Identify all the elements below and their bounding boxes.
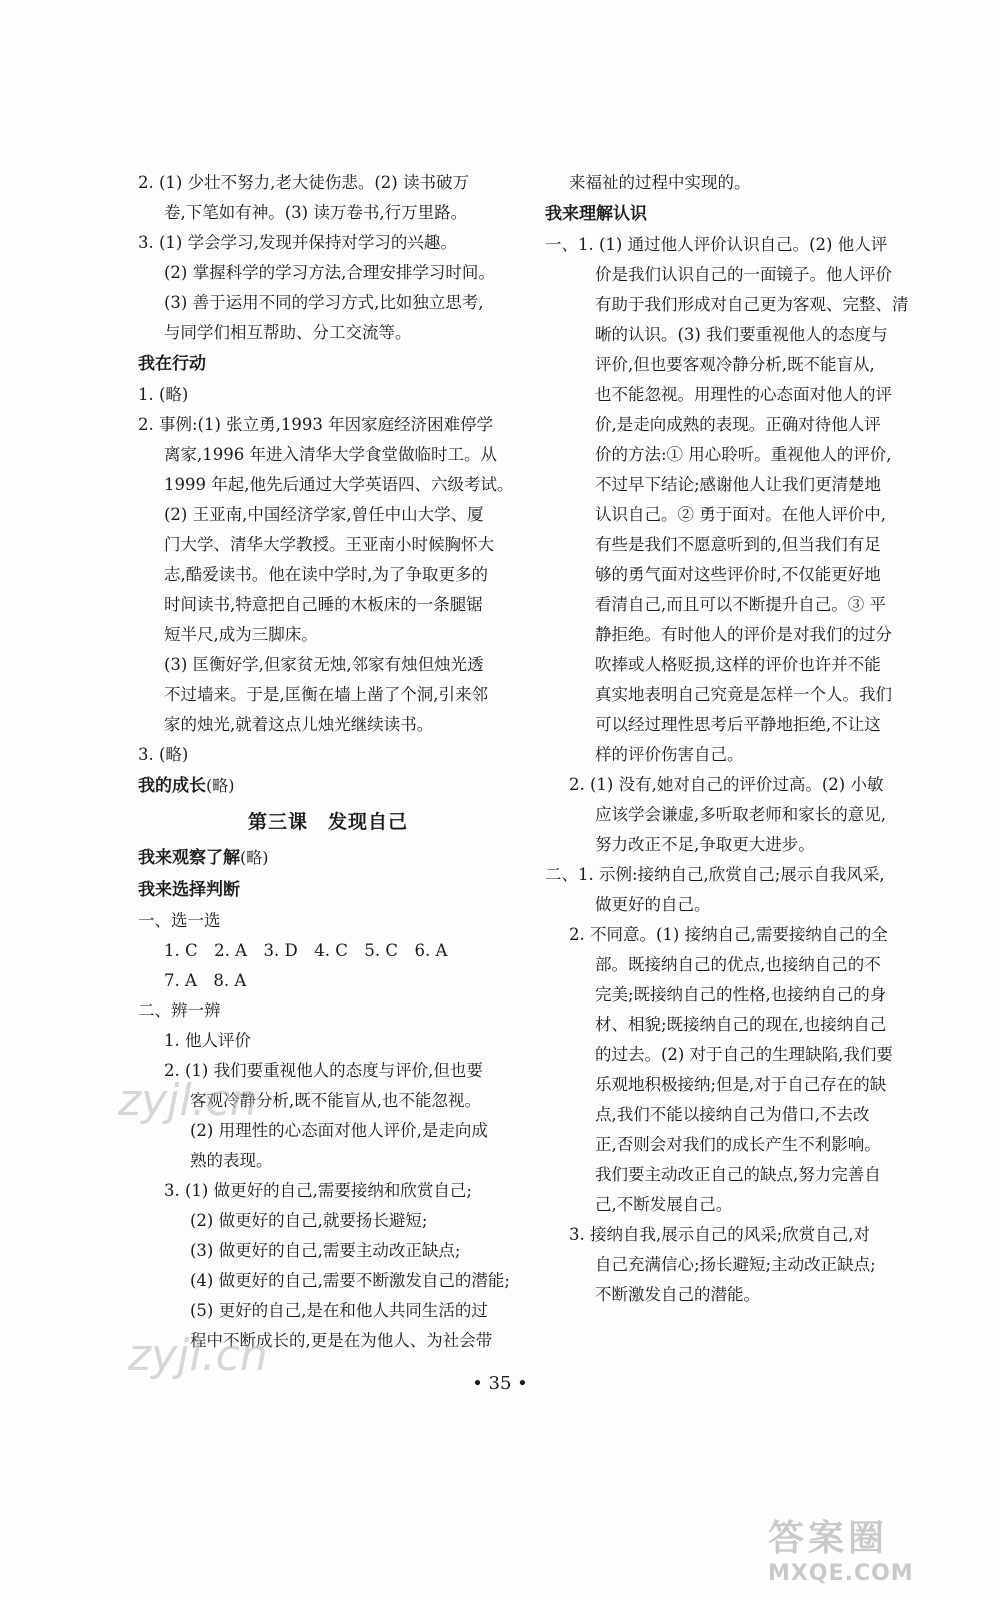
text-line: 志,酷爱读书。他在读中学时,为了争取更多的 — [164, 565, 488, 584]
section-heading — [138, 348, 518, 380]
text-line: 短半尺,成为三脚床。 — [164, 625, 318, 644]
left-column — [138, 168, 518, 1356]
text-line: 一、1. (1) 通过他人评价认识自己。(2) 他人评 — [545, 235, 888, 254]
section-heading — [138, 770, 518, 802]
text-line: 2. 不同意。(1) 接纳自己,需要接纳自己的全 — [569, 925, 888, 944]
text-line: 看清自己,而且可以不断提升自己。③ 平 — [595, 595, 886, 614]
text-line: 来福祉的过程中实现的。 — [569, 173, 751, 192]
text-line: 与同学们相互帮助、分工交流等。 — [164, 323, 412, 342]
text-line: 2. 事例:(1) 张立勇,1993 年因家庭经济困难停学 — [138, 415, 494, 434]
text-line: 完美;既接纳自己的性格,也接纳自己的身 — [595, 985, 887, 1004]
text-line: 2. (1) 没有,她对自己的评价过高。(2) 小敏 — [569, 775, 884, 794]
section-heading-text: 我来观察了解 — [138, 848, 240, 868]
right-column — [545, 168, 960, 1310]
text-line: 2. (1) 少壮不努力,老大徒伤悲。(2) 读书破万 — [138, 173, 469, 192]
text-line: 价是我们认识自己的一面镜子。他人评价 — [595, 265, 892, 284]
text-line: 有些是我们不愿意听到的,但当我们有足 — [595, 535, 881, 554]
section-heading — [545, 198, 960, 230]
text-line: (3) 匡衡好学,但家贫无烛,邻家有烛但烛光透 — [164, 655, 484, 674]
text-line: (5) 更好的自己,是在和他人共同生活的过 — [190, 1301, 488, 1320]
text-line: 己,不断发展自己。 — [595, 1195, 733, 1214]
section-heading-text: 我在行动 — [138, 354, 206, 374]
watermark-low: zyjl.cn — [128, 1330, 268, 1381]
watermark-url: MXQE.COM — [768, 1561, 914, 1586]
text-line: 门大学、清华大学教授。王亚南小时候胸怀大 — [164, 535, 494, 554]
text-line: 一、选一选 — [138, 911, 221, 930]
text-line: 部。既接纳自己的优点,也接纳自己的不 — [595, 955, 881, 974]
text-line: 3. (1) 做更好的自己,需要接纳和欣赏自己; — [164, 1181, 472, 1200]
text-line: 家的烛光,就着这点儿烛光继续读书。 — [164, 715, 434, 734]
text-line: 3. 接纳自我,展示自己的风采;欣赏自己,对 — [569, 1225, 871, 1244]
text-line: 评价,但也要客观冷静分析,既不能盲从, — [595, 355, 875, 374]
text-line: 有助于我们形成对自己更为客观、完整、清 — [595, 295, 909, 314]
text-line: (2) 做更好的自己,就要扬长避短; — [190, 1211, 428, 1230]
text-line: 不过墙来。于是,匡衡在墙上凿了个洞,引来邻 — [164, 685, 488, 704]
text-line: 吹捧或人格贬损,这样的评价也许并不能 — [595, 655, 881, 674]
text-line: 静拒绝。有时他人的评价是对我们的过分 — [595, 625, 892, 644]
text-line: 熟的表现。 — [190, 1151, 273, 1170]
text-line: 晰的认识。(3) 我们要重视他人的态度与 — [595, 325, 888, 344]
text-line: 自己充满信心;扬长避短;主动改正缺点; — [595, 1255, 876, 1274]
text-line: 2. (1) 我们要重视他人的态度与评价,但也要 — [164, 1061, 483, 1080]
text-line: 3. (1) 学会学习,发现并保持对学习的兴趣。 — [138, 233, 457, 252]
text-line: 1999 年起,他先后通过大学英语四、六级考试。 — [164, 475, 514, 494]
text-line: 点,我们不能以接纳自己为借口,不去改 — [595, 1105, 870, 1124]
text-line: (3) 做更好的自己,需要主动改正缺点; — [190, 1241, 461, 1260]
text-line: 够的勇气面对这些评价时,不仅能更好地 — [595, 565, 881, 584]
text-line: 时间读书,特意把自己睡的木板床的一条腿锯 — [164, 595, 483, 614]
text-line: 做更好的自己。 — [595, 895, 711, 914]
text-line: 也不能忽视。用理性的心态面对他人的评 — [595, 385, 892, 404]
text-line: 乐观地积极接纳;但是,对于自己存在的缺 — [595, 1075, 887, 1094]
text-line: 7. A 8. A — [164, 971, 247, 990]
text-line: 离家,1996 年进入清华大学食堂做临时工。从 — [164, 445, 497, 464]
text-line: 的过去。(2) 对于自己的生理缺陷,我们要 — [595, 1045, 893, 1064]
text-line: 认识自己。② 勇于面对。在他人评价中, — [595, 505, 886, 524]
text-line: 我们要主动改正自己的缺点,努力完善自 — [595, 1165, 881, 1184]
text-line: 1. (略) — [138, 385, 189, 404]
section-heading-note: (略) — [206, 776, 235, 795]
text-line: 二、1. 示例:接纳自己,欣赏自己;展示自我风采, — [545, 865, 885, 884]
text-line: (2) 掌握科学的学习方法,合理安排学习时间。 — [164, 263, 495, 282]
text-line: 不过早下结论;感谢他人让我们更清楚地 — [595, 475, 882, 494]
text-line: 真实地表明自己究竟是怎样一个人。我们 — [595, 685, 892, 704]
page-number: • 35 • — [472, 1373, 528, 1394]
section-heading-note: (略) — [240, 848, 269, 867]
text-line: 二、辨一辨 — [138, 1001, 221, 1020]
text-line: 1. 他人评价 — [164, 1031, 251, 1050]
text-line: 价的方法:① 用心聆听。重视他人的评价, — [595, 445, 892, 464]
text-line: 客观冷静分析,既不能盲从,也不能忽视。 — [190, 1091, 481, 1110]
text-line: 不断激发自己的潜能。 — [595, 1285, 760, 1304]
text-line: 3. (略) — [138, 745, 189, 764]
section-heading-text: 我来选择判断 — [138, 880, 240, 900]
watermark-logo — [768, 1510, 968, 1586]
text-line: 卷,下笔如有神。(3) 读万卷书,行万里路。 — [164, 203, 468, 222]
lesson-title: 第三课 发现自己 — [247, 811, 408, 833]
watermark-logo-text: 答案圈 — [768, 1518, 889, 1559]
section-heading — [138, 842, 518, 874]
text-line: 价,是走向成熟的表现。正确对待他人评 — [595, 415, 881, 434]
text-line: 正,否则会对我们的成长产生不利影响。 — [595, 1135, 881, 1154]
text-line: 应该学会谦虚,多听取老师和家长的意见, — [595, 805, 886, 824]
section-heading-text: 我来理解认识 — [545, 204, 647, 224]
text-line: 材、相貌;既接纳自己的现在,也接纳自己 — [595, 1015, 887, 1034]
text-line: 程中不断成长的,更是在为他人、为社会带 — [190, 1331, 493, 1350]
text-line: 1. C 2. A 3. D 4. C 5. C 6. A — [164, 941, 448, 960]
text-line: 样的评价伤害自己。 — [595, 745, 744, 764]
text-line: (4) 做更好的自己,需要不断激发自己的潜能; — [190, 1271, 510, 1290]
text-line: (3) 善于运用不同的学习方式,比如独立思考, — [164, 293, 484, 312]
text-line: (2) 用理性的心态面对他人评价,是走向成 — [190, 1121, 488, 1140]
text-line: 可以经过理性思考后平静地拒绝,不让这 — [595, 715, 881, 734]
watermark-mid: zyjl.cn — [118, 1075, 258, 1126]
text-line: (2) 王亚南,中国经济学家,曾任中山大学、厦 — [164, 505, 484, 524]
section-heading-text: 我的成长 — [138, 776, 206, 796]
section-heading — [138, 874, 518, 906]
text-line: 努力改正不足,争取更大进步。 — [595, 835, 815, 854]
